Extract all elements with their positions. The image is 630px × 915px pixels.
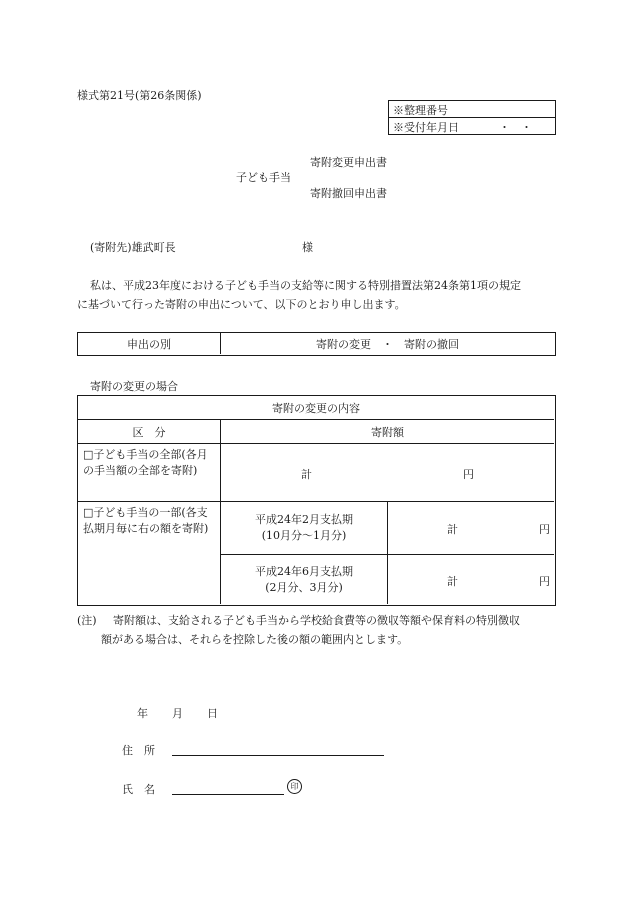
- receipt-date-dots: ・ ・: [499, 121, 532, 134]
- intro-line-2: に基づいて行った寄附の申出について、以下のとおり申し出ます。: [77, 298, 406, 311]
- period-2-total-label: 計: [447, 575, 458, 588]
- all-yen-label: 円: [463, 468, 474, 481]
- option-part-checkbox-label[interactable]: □子ども手当の一部(各支払期月毎に右の額を寄附): [83, 506, 209, 535]
- period-2-label: [221, 555, 387, 604]
- period-2-yen-label: 円: [539, 575, 550, 588]
- col-category-header: 区 分: [132, 425, 166, 439]
- address-label: 住 所: [122, 744, 155, 757]
- seal-mark-icon: [287, 779, 302, 794]
- seal-text: 印: [290, 782, 299, 791]
- change-table-title: 寄附の変更の内容: [272, 401, 360, 415]
- title-line-withdraw: 寄附撤回申出書: [310, 187, 387, 200]
- request-type-options[interactable]: 寄附の変更 ・ 寄附の撤回: [316, 337, 459, 351]
- note-line-2: 額がある場合は、それらを控除した後の額の範囲内とします。: [101, 633, 409, 646]
- intro-line-1: 私は、平成23年度における子ども手当の支給等に関する特別措置法第24条第1項の規定: [90, 279, 521, 292]
- title-line-change: 寄附変更申出書: [310, 156, 387, 169]
- form-number: 様式第21号(第26条関係): [77, 89, 202, 102]
- name-field[interactable]: [172, 794, 284, 795]
- period-1-total-label: 計: [447, 523, 458, 536]
- period-2-month: 平成24年6月支払期: [255, 564, 353, 578]
- option-all-checkbox-label[interactable]: □子ども手当の全部(各月の手当額の全部を寄附): [83, 448, 208, 477]
- name-label: 氏 名: [122, 783, 155, 796]
- period-1-label: [221, 502, 387, 554]
- receipt-date-label: ※受付年月日: [393, 121, 459, 134]
- request-type-table: [77, 332, 556, 356]
- addressee: (寄附先)雄武町長: [90, 241, 176, 254]
- office-use-box: [388, 100, 556, 135]
- date-day-label: 日: [207, 707, 218, 720]
- col-amount-header: 寄附額: [371, 425, 404, 439]
- change-heading: 寄附の変更の場合: [90, 380, 178, 393]
- all-total-label: 計: [301, 468, 312, 481]
- period-1-month: 平成24年2月支払期: [255, 513, 353, 526]
- title-prefix: 子ども手当: [236, 171, 291, 184]
- reference-number-label: ※整理番号: [393, 104, 448, 117]
- date-year-label: 年: [137, 707, 148, 720]
- address-field[interactable]: [172, 755, 384, 756]
- note-line-1: 寄附額は、支給される子ども手当から学校給食費等の徴収等額や保育料の特別徴収: [113, 614, 520, 627]
- request-type-label: 申出の別: [127, 337, 171, 351]
- addressee-honorific: 様: [302, 241, 313, 254]
- note-label: (注): [77, 614, 97, 627]
- change-table: [77, 395, 556, 606]
- period-2-range: (2月分、3月分): [265, 580, 343, 594]
- period-1-yen-label: 円: [539, 523, 550, 536]
- date-month-label: 月: [172, 707, 183, 720]
- period-1-range: (10月分〜1月分): [261, 529, 347, 542]
